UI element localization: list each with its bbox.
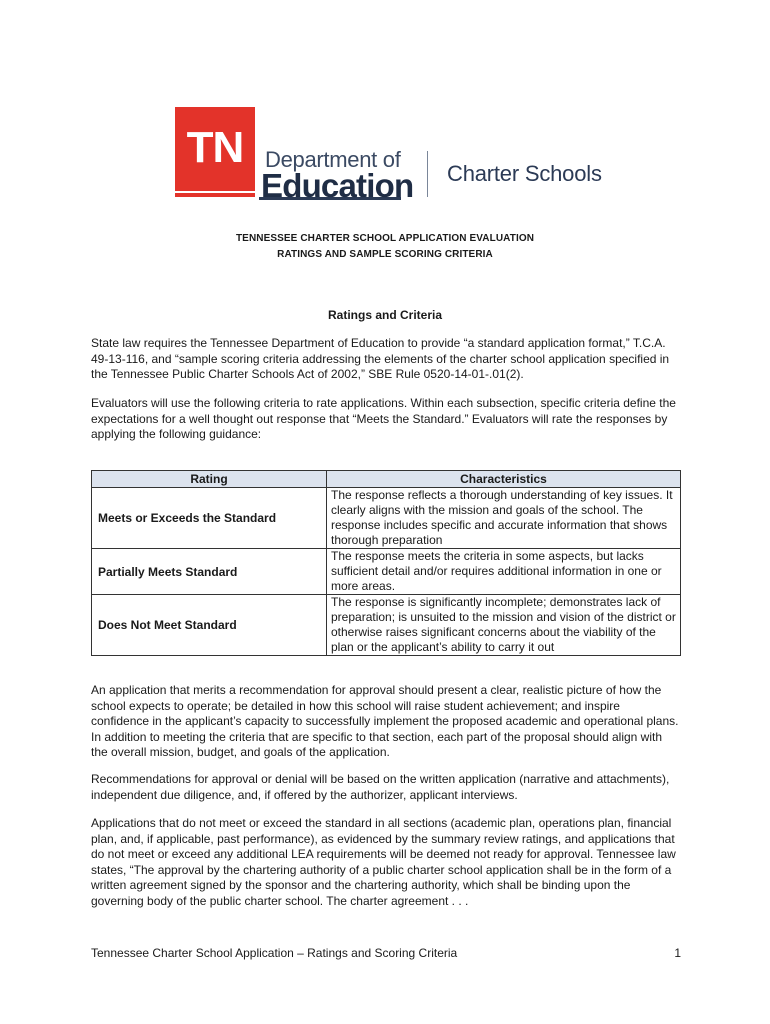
header-characteristics: Characteristics bbox=[327, 471, 681, 488]
document-title-line2: RATINGS AND SAMPLE SCORING CRITERIA bbox=[277, 249, 493, 260]
page-footer: Tennessee Charter School Application – Ratings and Scoring Criteria bbox=[91, 946, 458, 960]
tn-doe-charter-schools-logo bbox=[175, 107, 615, 203]
paragraph-state-law: State law requires the Tennessee Department of Education to provide “a standard application format,” T.C.A. 49-13-116, and “sample scoring criteria addressing the elements of the charter school application specified in the Tennessee Public Charter Schools Act of 2002,” SBE Rule 0520-14-01-.01(2). bbox=[91, 336, 670, 381]
logo-charter-schools: Charter Schools bbox=[447, 161, 602, 186]
paragraph-evaluators: Evaluators will use the following criteria to rate applications. Within each subsection, specific criteria define the expectations for a well thought out response that “Meets the Standard.” Evaluators will rate the responses by applying the following guidance: bbox=[91, 396, 676, 441]
logo-department-of: Department of bbox=[265, 147, 401, 172]
paragraph-recommendations: Recommendations for approval or denial will be based on the written application (narrative and attachments), independent due diligence, and, if offered by the authorizer, applicant interviews. bbox=[91, 772, 670, 802]
table-row bbox=[92, 595, 681, 656]
logo-education: Education bbox=[261, 167, 414, 204]
rating-cell: Meets or Exceeds the Standard bbox=[92, 488, 327, 549]
rating-cell: Partially Meets Standard bbox=[92, 549, 327, 595]
document-title-line1: TENNESSEE CHARTER SCHOOL APPLICATION EVALUATION bbox=[235, 233, 535, 244]
table-header-row bbox=[92, 471, 681, 488]
characteristics-cell: The response meets the criteria in some aspects, but lacks sufficient detail and/or requires additional information in one or more areas. bbox=[327, 549, 681, 595]
page-number: 1 bbox=[674, 946, 681, 960]
rating-cell: Does Not Meet Standard bbox=[92, 595, 327, 656]
header-rating: Rating bbox=[92, 471, 327, 488]
ratings-table bbox=[91, 470, 681, 656]
characteristics-cell: The response is significantly incomplete; demonstrates lack of preparation; is unsuited to the mission and vision of the district or otherwise raises significant concerns about the viability of the plan or the applicant’s ability to carry it out bbox=[327, 595, 681, 656]
table-row bbox=[92, 549, 681, 595]
tn-logo-text: TN bbox=[186, 123, 244, 172]
logo-red-rule bbox=[175, 193, 255, 197]
table-row bbox=[92, 488, 681, 549]
characteristics-cell: The response reflects a thorough understanding of key issues. It clearly aligns with the mission and goals of the school. The response includes specific and accurate information that shows thorough preparation bbox=[327, 488, 681, 549]
paragraph-approval-merit: An application that merits a recommendation for approval should present a clear, realistic picture of how the school expects to operate; be detailed in how this school will raise student achievement; and inspire confidence in the applicant’s capacity to successfully implement the proposed academic and operational plans. In addition to meeting the criteria that are specific to that section, each part of the proposal should align with the overall mission, budget, and goals of the application. bbox=[91, 683, 679, 759]
logo-divider bbox=[427, 151, 428, 197]
tn-logo-mark bbox=[175, 107, 255, 191]
section-heading: Ratings and Criteria bbox=[327, 308, 443, 322]
paragraph-not-ready: Applications that do not meet or exceed the standard in all sections (academic plan, operations plan, financial plan, and, if applicable, past performance), as evidenced by the summary review ratings, and applications that do not meet or exceed any additional LEA requirements will be deemed not ready for approval. Tennessee law states, “The approval by the chartering authority of a public charter school application shall be in the form of a written agreement signed by the sponsor and the chartering authority, which shall be binding upon the governing body of the public charter school. The charter agreement . . . bbox=[91, 816, 676, 908]
